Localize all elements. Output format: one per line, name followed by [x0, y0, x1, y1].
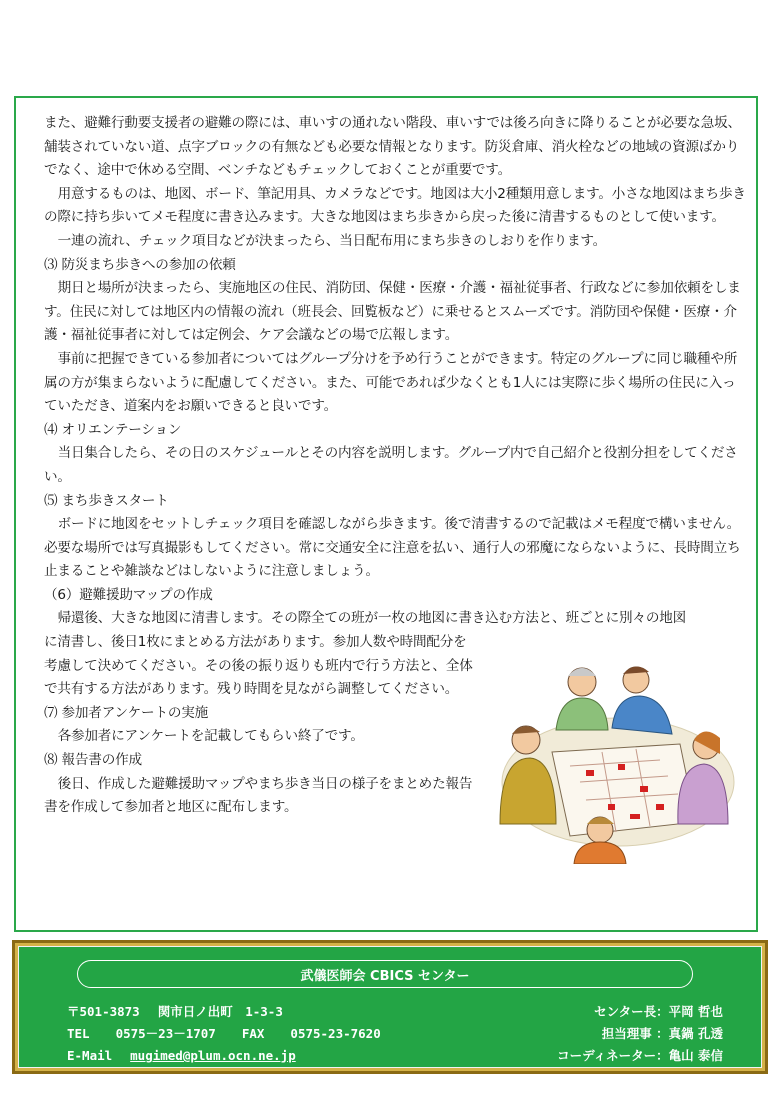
coordinator: コーディネーター：亀山 泰信	[557, 1048, 723, 1063]
paragraph: 用意するものは、地図、ボード、筆記用具、カメラなどです。地図は大小2種類用意します。小さな地図はまち歩きの際に持ち歩いてメモ程度に書き込みます。大きな地図はまち歩きから戻った後に清書するものとして使います。	[44, 185, 746, 226]
center-director: センター長：平岡 哲也	[594, 1004, 723, 1019]
section-heading: ⑸ まち歩きスタート	[44, 492, 169, 509]
phone-line	[67, 1023, 381, 1045]
email-link[interactable]: mugimed@plum.ocn.ne.jp	[130, 1048, 296, 1063]
paragraph: 各参加者にアンケートを記載してもらい終了です。	[57, 728, 364, 745]
people-around-map-illustration	[490, 654, 736, 864]
person-icon	[612, 666, 672, 734]
section-heading: ⑻ 報告書の作成	[44, 752, 142, 769]
section-heading: （6）避難援助マップの作成	[44, 586, 213, 603]
footer-panel	[18, 946, 762, 1068]
section-heading: ⑶ 防災まち歩きへの参加の依頼	[44, 256, 236, 273]
content-box	[14, 96, 758, 932]
staff-info	[557, 1001, 723, 1067]
paragraph: 後日、作成した避難援助マップやまち歩き当日の様子をまとめた報告書を作成して参加者と地区に配布します。	[44, 775, 473, 816]
paragraph: 事前に把握できている参加者についてはグループ分けを予め行うことができます。特定のグループに同じ職種や所属の方が集まらないように配慮してください。また、可能であれば少なくとも1人には実際に歩く場所の住民に入っていただき、道案内をお願いできると良いです。	[44, 350, 738, 415]
paragraph: に清書し、後日1枚にまとめる方法があります。参加人数や時間配分を考慮して決めてください。その後の振り返りも班内で行う方法と、全体で共有する方法があります。残り時間を見ながら調整してください。	[44, 634, 473, 698]
paragraph: 帰還後、大きな地図に清書します。その際全ての班が一枚の地図に書き込む方法と、班ごとに別々の地図	[57, 610, 687, 627]
paragraph: 一連の流れ、チェック項目などが決まったら、当日配布用にまち歩きのしおりを作ります。	[57, 232, 607, 249]
paragraph: ボードに地図をセットしチェック項目を確認しながら歩きます。後で清書するので記載はメモ程度で構いません。必要な場所では写真撮影もしてください。常に交通安全に注意を払い、通行人の邪魔にならないように、長時間立ち止まることや雑談などはしないように注意しましょう。	[44, 516, 741, 580]
section-heading: ⑷ オリエンテーション	[44, 421, 182, 438]
paragraph: 当日集合したら、その日のスケジュールとその内容を説明します。グループ内で自己紹介と役割分担をしてください。	[44, 445, 738, 485]
managing-director: 担当理事 ：真鍋 孔透	[601, 1026, 723, 1041]
tel-number: 0575－23－1707	[115, 1026, 216, 1041]
email-label: E-Mail	[67, 1048, 113, 1063]
fax-number: 0575-23-7620	[290, 1026, 381, 1041]
map-sheet-icon	[552, 744, 696, 836]
paragraph: また、避難行動要支援者の避難の際には、車いすの通れない階段、車いすでは後ろ向きに降りることが必要な急坂、舗装されていない道、点字ブロックの有無なども必要な情報となります。防災倉庫、消火栓などの地域の資源ばかりでなく、途中で休める空間、ベンチなどもチェックしておくことが重要です。	[44, 115, 741, 179]
center-name: 武儀医師会 CBICS センター	[77, 960, 693, 988]
postal-code: 〒501-3873	[67, 1004, 140, 1019]
section-heading: ⑺ 参加者アンケートの実施	[44, 704, 209, 721]
address: 関市日ノ出町 1-3-3	[157, 1004, 283, 1019]
tel-label: TEL	[67, 1026, 90, 1041]
email-line	[67, 1045, 381, 1067]
footer	[12, 940, 768, 1074]
contact-info	[67, 1001, 381, 1067]
fax-label: FAX	[241, 1026, 265, 1041]
address-line	[67, 1001, 381, 1023]
person-icon	[556, 668, 608, 730]
paragraph: 期日と場所が決まったら、実施地区の住民、消防団、保健・医療・介護・福祉従事者、行政などに参加依頼をします。住民に対しては地区内の情報の流れ（班長会、回覧板など）に乗せるとスムーズです。消防団や保健・医療・介護・福祉従事者に対しては定例会、ケア会議などの場で広報します。	[44, 280, 741, 344]
